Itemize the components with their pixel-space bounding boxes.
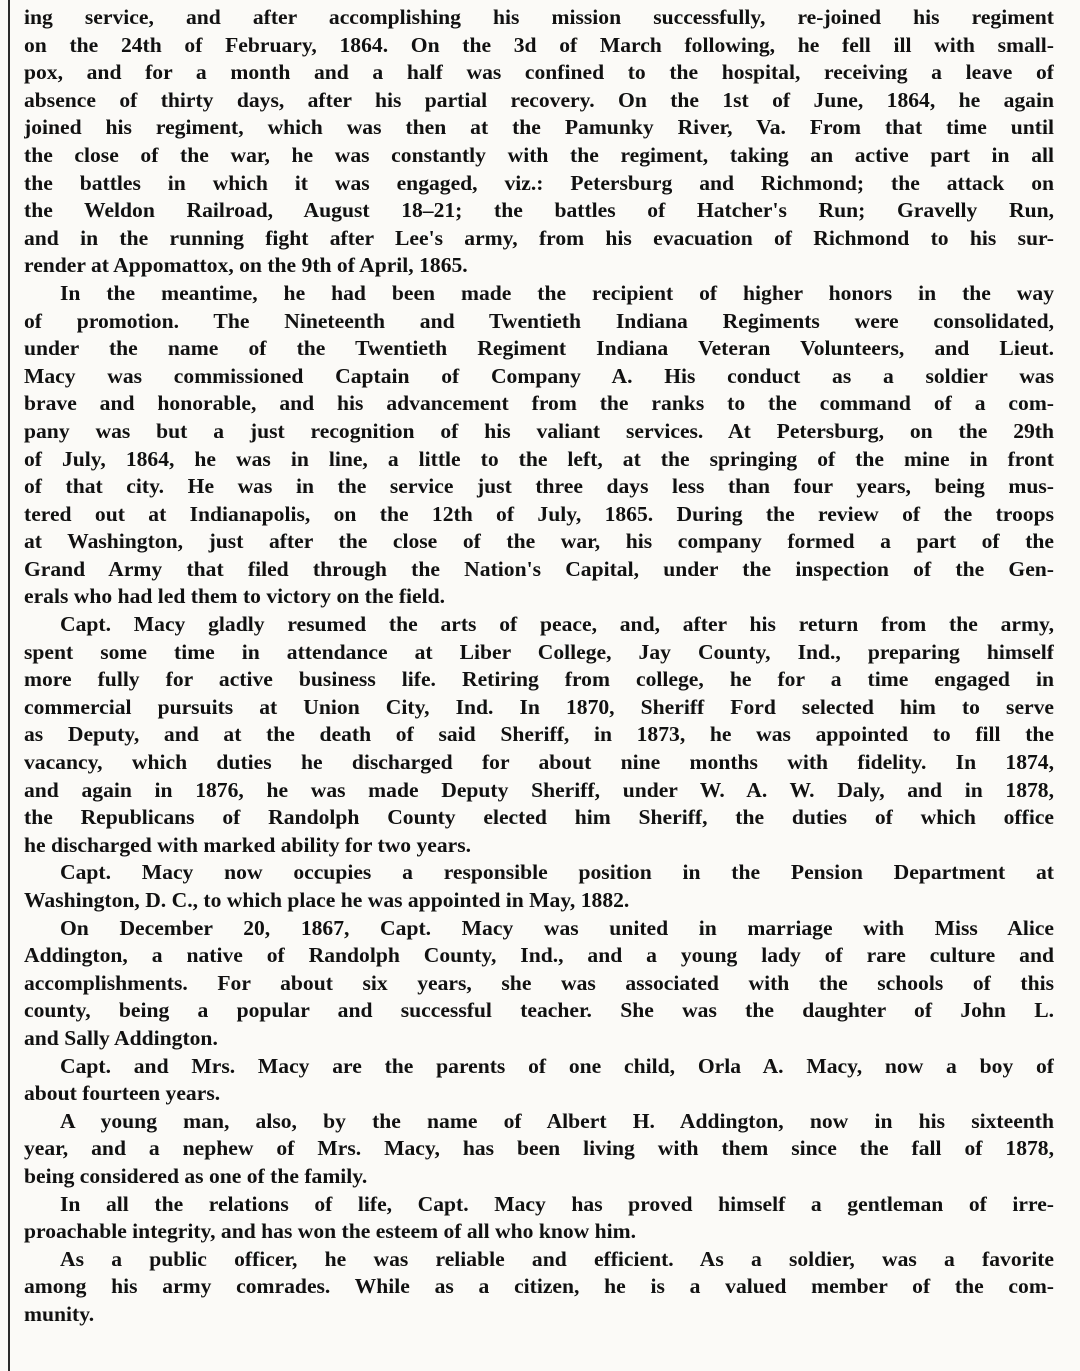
text-line: and again in 1876, he was made Deputy Sheriff, under W. A. W. Daly, and in 1878, <box>24 777 1054 802</box>
text-line: Macy was commissioned Captain of Company A. His conduct as a soldier was <box>24 363 1054 388</box>
text-line: proachable integrity, and has won the esteem of all who know him. <box>24 1219 637 1244</box>
text-line: pox, and for a month and a half was confined to the hospital, receiving a leave of <box>24 60 1054 85</box>
text-line: Addington, a native of Randolph County, Ind., and a young lady of rare culture and <box>24 943 1054 968</box>
text-line: munity. <box>24 1301 95 1326</box>
text-line: the Republicans of Randolph County elected him Sheriff, the duties of which office <box>24 805 1054 830</box>
paragraph <box>24 1246 1054 1329</box>
text-line: the battles in which it was engaged, viz.: Petersburg and Richmond; the attack on <box>24 170 1054 195</box>
text-line: being considered as one of the family. <box>24 1163 368 1188</box>
text-line: as Deputy, and at the death of said Sheriff, in 1873, he was appointed to fill the <box>24 722 1054 747</box>
text-line: brave and honorable, and his advancement from the ranks to the command of a com- <box>24 391 1054 416</box>
text-line: tered out at Indianapolis, on the 12th of July, 1865. During the review of the troops <box>24 501 1054 526</box>
text-line: As a public officer, he was reliable and efficient. As a soldier, was a favorite <box>60 1246 1054 1271</box>
text-line: at Washington, just after the close of the war, his company formed a part of the <box>24 529 1054 554</box>
text-line: absence of thirty days, after his partial recovery. On the 1st of June, 1864, he again <box>24 87 1054 112</box>
paragraph <box>24 611 1054 859</box>
text-line: Capt. and Mrs. Macy are the parents of one child, Orla A. Macy, now a boy of <box>60 1053 1054 1078</box>
text-line: accomplishments. For about six years, she was associated with the schools of this <box>24 970 1054 995</box>
text-line: spent some time in attendance at Liber College, Jay County, Ind., preparing himself <box>24 639 1054 664</box>
text-line: pany was but a just recognition of his valiant services. At Petersburg, on the 29th <box>24 418 1054 443</box>
text-line: of July, 1864, he was in line, a little to the left, at the springing of the mine in front <box>24 446 1054 471</box>
paragraph <box>24 280 1054 611</box>
text-line: joined his regiment, which was then at the Pamunky River, Va. From that time until <box>24 115 1054 140</box>
paragraph <box>24 915 1054 1053</box>
text-line: render at Appomattox, on the 9th of April, 1865. <box>24 253 468 278</box>
text-line: year, and a nephew of Mrs. Macy, has been living with them since the fall of 1878, <box>24 1136 1054 1161</box>
paragraph <box>24 1053 1054 1108</box>
text-line: commercial pursuits at Union City, Ind. In 1870, Sheriff Ford selected him to serve <box>24 694 1054 719</box>
text-line: Washington, D. C., to which place he was appointed in May, 1882. <box>24 888 630 912</box>
text-line: more fully for active business life. Retiring from college, he for a time engaged in <box>24 667 1054 692</box>
text-line: and in the running fight after Lee's army, from his evacuation of Richmond to his sur- <box>24 225 1054 250</box>
text-line: on the 24th of February, 1864. On the 3d of March following, he fell ill with small- <box>24 32 1054 57</box>
text-line: Capt. Macy gladly resumed the arts of peace, and, after his return from the army, <box>60 612 1054 637</box>
text-line: the close of the war, he was constantly with the regiment, taking an active part in all <box>24 142 1054 167</box>
paragraph <box>24 4 1054 280</box>
text-line: A young man, also, by the name of Albert H. Addington, now in his sixteenth <box>60 1108 1054 1133</box>
text-line: of that city. He was in the service just three days less than four years, being mus- <box>24 474 1054 499</box>
paragraph <box>24 1191 1054 1246</box>
text-line: vacancy, which duties he discharged for about nine months with fidelity. In 1874, <box>24 750 1054 775</box>
text-line: the Weldon Railroad, August 18–21; the battles of Hatcher's Run; Gravelly Run, <box>24 198 1054 223</box>
biography-text <box>24 4 1054 1329</box>
text-line: county, being a popular and successful teacher. She was the daughter of John L. <box>24 998 1054 1023</box>
text-line: under the name of the Twentieth Regiment Indiana Veteran Volunteers, and Lieut. <box>24 336 1054 361</box>
text-line: In all the relations of life, Capt. Macy has proved himself a gentleman of irre- <box>60 1191 1054 1216</box>
text-line: of promotion. The Nineteenth and Twentieth Indiana Regiments were consolidated, <box>24 308 1054 333</box>
text-line: On December 20, 1867, Capt. Macy was united in marriage with Miss Alice <box>60 915 1054 940</box>
paragraph <box>24 1108 1054 1191</box>
text-line: and Sally Addington. <box>24 1025 218 1050</box>
text-line: In the meantime, he had been made the recipient of higher honors in the way <box>60 280 1054 305</box>
text-line: about fourteen years. <box>24 1081 221 1106</box>
paragraph <box>24 859 1054 914</box>
text-line: ing service, and after accomplishing his mission successfully, re-joined his regiment <box>24 5 1054 29</box>
text-line: he discharged with marked ability for two years. <box>24 832 472 857</box>
text-line: Grand Army that filed through the Nation's Capital, under the inspection of the Gen- <box>24 556 1054 581</box>
text-line: erals who had led them to victory on the field. <box>24 584 446 609</box>
column-rule <box>8 0 10 1371</box>
text-line: Capt. Macy now occupies a responsible position in the Pension Department at <box>60 860 1054 885</box>
text-line: among his army comrades. While as a citizen, he is a valued member of the com- <box>24 1274 1054 1299</box>
